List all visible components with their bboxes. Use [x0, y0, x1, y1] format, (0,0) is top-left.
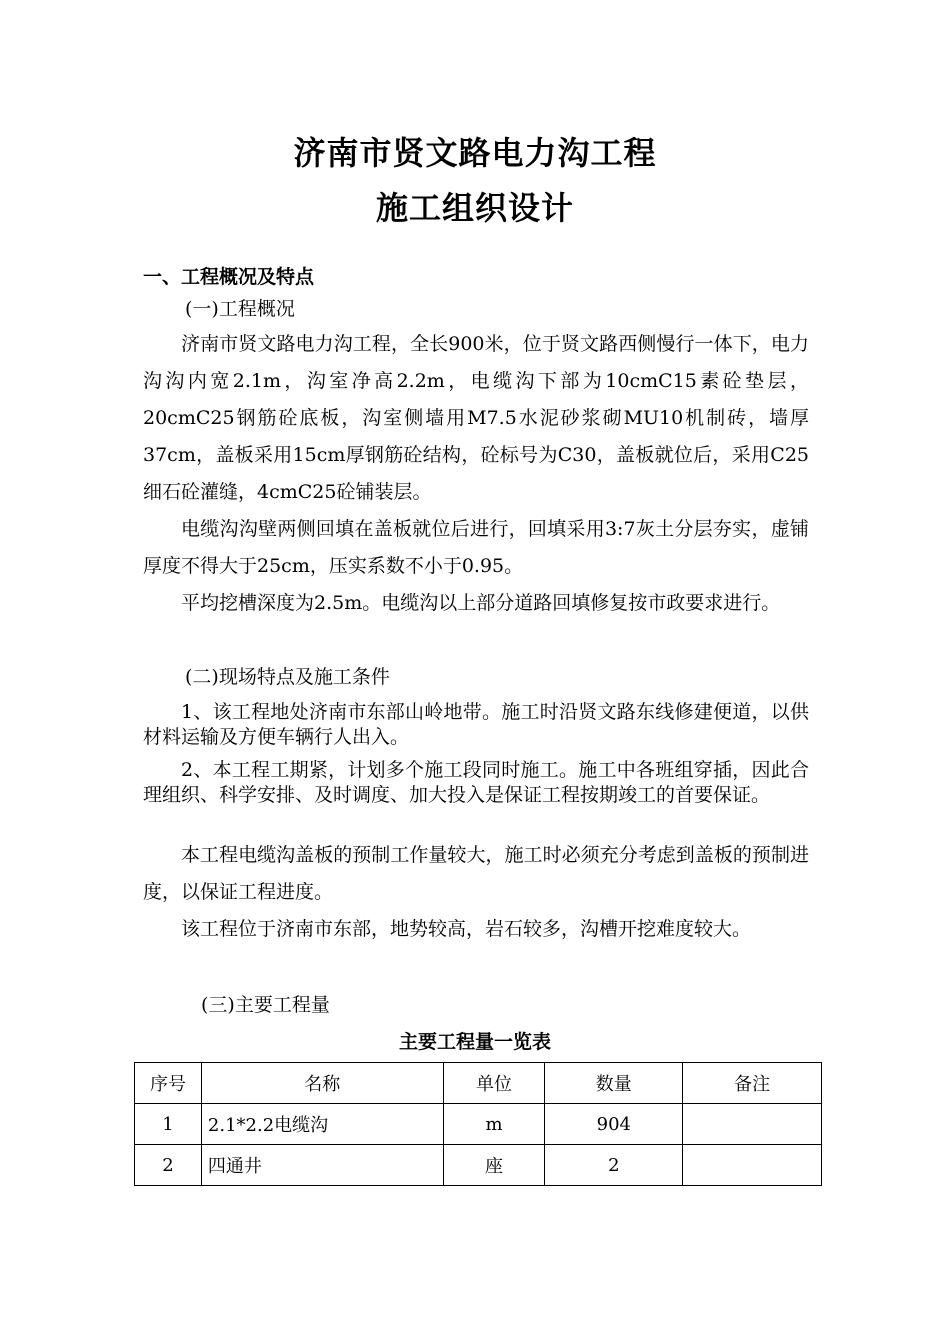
header-serial: 序号	[135, 1063, 202, 1104]
cell-name: 2.1*2.2电缆沟	[201, 1104, 443, 1145]
table-row	[135, 1145, 822, 1186]
quantities-table	[134, 1062, 822, 1186]
paragraph-site-location: 1、该工程地处济南市东部山岭地带。施工时沿贤文路东线修建便道，以供材料运输及方便车辆行人出入。	[143, 701, 809, 748]
section-heading-overview: 一、工程概况及特点	[143, 266, 315, 288]
cell-quantity: 904	[545, 1104, 683, 1145]
header-quantity: 数量	[545, 1063, 683, 1104]
header-remarks: 备注	[683, 1063, 822, 1104]
paragraph-schedule: 2、本工程工期紧，计划多个施工段同时施工。施工中各班组穿插，因此合理组织、科学安排、及时调度、加大投入是保证工程按期竣工的首要保证。	[143, 759, 809, 806]
cell-unit: m	[443, 1104, 545, 1145]
table-title: 主要工程量一览表	[398, 1031, 551, 1053]
paragraph-backfill: 电缆沟沟壁两侧回填在盖板就位后进行，回填采用3:7灰土分层夯实，虚铺厚度不得大于25cm，压实系数不小于0.95。	[143, 518, 809, 577]
cell-name: 四通井	[201, 1145, 443, 1186]
subheading-project-overview: (一)工程概况	[185, 298, 295, 320]
table-row	[135, 1104, 822, 1145]
cell-unit: 座	[443, 1145, 545, 1186]
cell-quantity: 2	[545, 1145, 683, 1186]
paragraph-trench-depth: 平均挖槽深度为2.5m。电缆沟以上部分道路回填修复按市政要求进行。	[181, 592, 781, 614]
cell-serial: 1	[135, 1104, 202, 1145]
header-name: 名称	[201, 1063, 443, 1104]
paragraph-precast-covers: 本工程电缆沟盖板的预制工作量较大，施工时必须充分考虑到盖板的预制进度，以保证工程进度。	[143, 844, 809, 903]
paragraph-terrain: 该工程位于济南市东部，地势较高，岩石较多，沟槽开挖难度较大。	[181, 918, 752, 940]
cell-remarks	[683, 1145, 822, 1186]
document-title-line-2: 施工组织设计	[375, 189, 574, 227]
table-header-row	[135, 1063, 822, 1104]
document-title-line-1: 济南市贤文路电力沟工程	[293, 134, 657, 172]
subheading-main-quantities: (三)主要工程量	[201, 994, 330, 1016]
subheading-site-conditions: (二)现场特点及施工条件	[185, 666, 390, 688]
cell-remarks	[683, 1104, 822, 1145]
header-unit: 单位	[443, 1063, 545, 1104]
cell-serial: 2	[135, 1145, 202, 1186]
paragraph-project-description: 济南市贤文路电力沟工程，全长900米，位于贤文路西侧慢行一体下，电力沟沟内宽2.1m，沟室净高2.2m，电缆沟下部为10cmC15素砼垫层，20cmC25钢筋砼底板，沟室侧墙用M7.5水泥砂浆砌MU10机制砖，墙厚37cm，盖板采用15cm厚钢筋砼结构，砼标号为C30，盖板就位后，采用C25细石砼灌缝，4cmC25砼铺装层。	[143, 333, 809, 503]
